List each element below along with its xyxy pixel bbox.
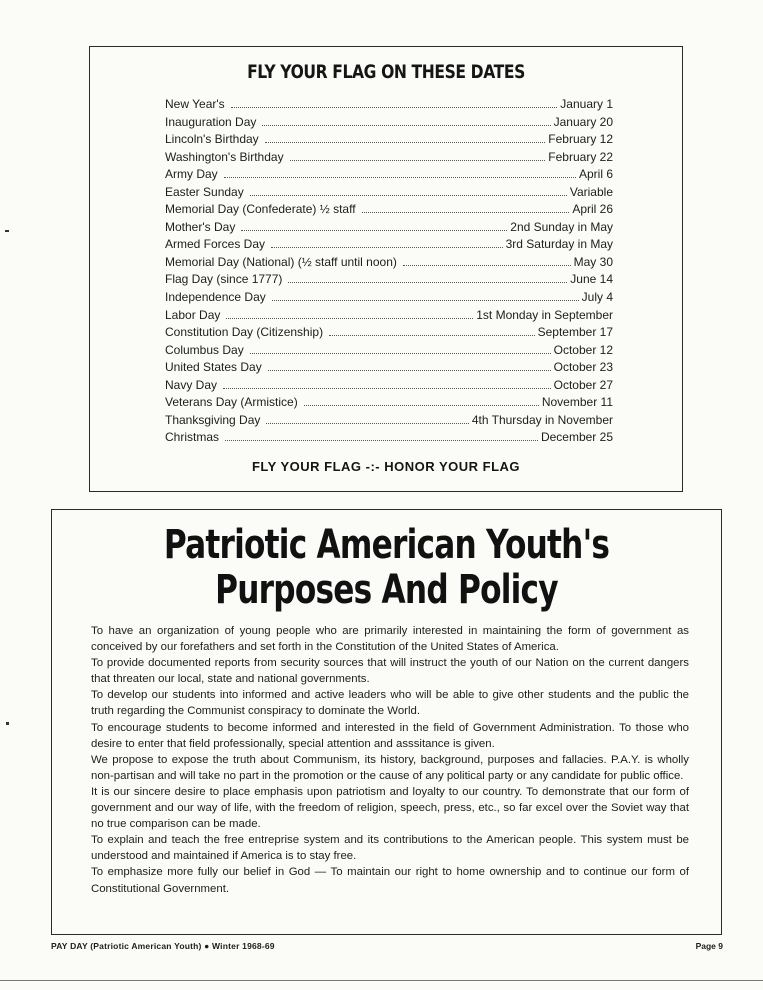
list-item xyxy=(165,149,613,167)
scan-speck xyxy=(6,722,9,725)
bottom-divider xyxy=(0,980,763,981)
holiday-date: April 26 xyxy=(572,202,613,217)
list-item xyxy=(165,166,613,184)
policy-paragraph: To provide documented reports from security sources that will instruct the youth of our Nation on the current dangers that threaten our local, state and national governments. xyxy=(91,657,689,686)
flag-dates-list xyxy=(165,96,613,447)
policy-paragraph: To have an organization of young people who are primarily interested in maintaining the form of government as conceived by our forefathers and set forth in the Constitution of the United States of America. xyxy=(91,625,689,654)
policy-paragraph: To emphasize more fully our belief in God — To maintain our right to home ownership and to continue our form of Constitutional Government. xyxy=(91,866,689,895)
list-item xyxy=(165,184,613,202)
policy-paragraph: To develop our students into informed and active leaders who will be able to give other students and the public the truth regarding the Communist conspiracy to dominate the World. xyxy=(91,689,689,718)
holiday-date: January 20 xyxy=(553,114,613,129)
holiday-name: Mother's Day xyxy=(165,219,236,234)
list-item xyxy=(165,289,613,307)
list-item xyxy=(165,377,613,395)
holiday-date: 2nd Sunday in May xyxy=(510,219,613,234)
holiday-name: United States Day xyxy=(165,360,262,375)
holiday-date: September 17 xyxy=(537,325,613,340)
flag-slogan: FLY YOUR FLAG -:- HONOR YOUR FLAG xyxy=(251,459,521,474)
policy-paragraph: It is our sincere desire to place emphasis upon patriotism and loyalty to our country. To demonstrate that our form of government and our way of life, with the freedom of religion, speech, press, etc., so far excel over the Soviet way that no true comparison can be made. xyxy=(91,785,689,831)
list-item xyxy=(165,412,613,430)
holiday-date: October 23 xyxy=(553,360,613,375)
holiday-date: April 6 xyxy=(578,167,613,182)
holiday-date: November 11 xyxy=(541,395,613,410)
list-item xyxy=(165,359,613,377)
holiday-name: Lincoln's Birthday xyxy=(165,132,259,147)
holiday-date: July 4 xyxy=(581,290,613,305)
policy-heading-line-1: Patriotic American Youth's xyxy=(163,522,610,568)
holiday-date: 1st Monday in September xyxy=(476,307,613,322)
holiday-name: Flag Day (since 1777) xyxy=(165,272,283,287)
list-item xyxy=(165,219,613,237)
holiday-date: January 1 xyxy=(560,97,613,111)
holiday-name: Veterans Day (Armistice) xyxy=(165,395,298,410)
holiday-name: Thanksgiving Day xyxy=(165,412,261,427)
holiday-name: Columbus Day xyxy=(165,342,244,357)
list-item xyxy=(165,114,613,132)
scan-speck xyxy=(5,230,9,232)
list-item xyxy=(165,342,613,360)
list-item xyxy=(165,271,613,289)
holiday-name: Labor Day xyxy=(165,307,221,322)
holiday-name: Navy Day xyxy=(165,377,218,392)
flag-dates-box xyxy=(89,46,683,492)
list-item xyxy=(165,236,613,254)
policy-heading-line-2: Purposes And Policy xyxy=(215,567,558,613)
holiday-name: Constitution Day (Citizenship) xyxy=(165,325,324,340)
holiday-name: Washington's Birthday xyxy=(165,149,284,164)
list-item xyxy=(165,96,613,114)
list-item xyxy=(165,324,613,342)
holiday-date: October 12 xyxy=(553,342,613,357)
flag-dates-title: FLY YOUR FLAG ON THESE DATES xyxy=(247,61,525,83)
list-item xyxy=(165,429,613,447)
footer-divider xyxy=(51,934,722,935)
holiday-date: February 12 xyxy=(548,132,613,147)
policy-paragraph: We propose to expose the truth about Communism, its history, background, purposes and fallacies. P.A.Y. is wholly non-partisan and will take no part in the promotion or the cause of any political party or any candidate for public office. xyxy=(91,753,689,782)
holiday-date: October 27 xyxy=(553,377,613,392)
holiday-name: New Year's xyxy=(165,97,225,111)
list-item xyxy=(165,307,613,325)
policy-body xyxy=(91,623,689,897)
holiday-name: Easter Sunday xyxy=(165,184,244,199)
holiday-name: Memorial Day (Confederate) ½ staff xyxy=(165,202,356,217)
holiday-date: February 22 xyxy=(548,149,613,164)
holiday-date: December 25 xyxy=(540,430,613,445)
list-item xyxy=(165,394,613,412)
policy-paragraph: To explain and teach the free entreprise system and its contributions to the American people. This system must be understood and maintained if America is to stay free. xyxy=(91,834,689,863)
policy-box xyxy=(51,509,722,934)
holiday-date: June 14 xyxy=(570,272,613,287)
holiday-date: Variable xyxy=(569,184,613,199)
holiday-date: May 30 xyxy=(573,254,613,269)
list-item xyxy=(165,201,613,219)
policy-paragraph: To encourage students to become informed and interested in the field of Government Administration. To those who desire to enter that field professionally, special attention and asssitance is given. xyxy=(91,721,689,750)
list-item xyxy=(165,131,613,149)
page-number: Page 9 xyxy=(695,941,723,951)
holiday-date: 4th Thursday in November xyxy=(471,412,613,427)
footer-publication: PAY DAY (Patriotic American Youth) ● Winter 1968-69 xyxy=(51,941,275,951)
holiday-date: 3rd Saturday in May xyxy=(505,237,613,252)
holiday-name: Independence Day xyxy=(165,290,266,305)
holiday-name: Memorial Day (National) (½ staff until noon) xyxy=(165,254,397,269)
holiday-name: Armed Forces Day xyxy=(165,237,266,252)
holiday-name: Inauguration Day xyxy=(165,114,257,129)
holiday-name: Christmas xyxy=(165,430,220,445)
list-item xyxy=(165,254,613,272)
holiday-name: Army Day xyxy=(165,167,218,182)
